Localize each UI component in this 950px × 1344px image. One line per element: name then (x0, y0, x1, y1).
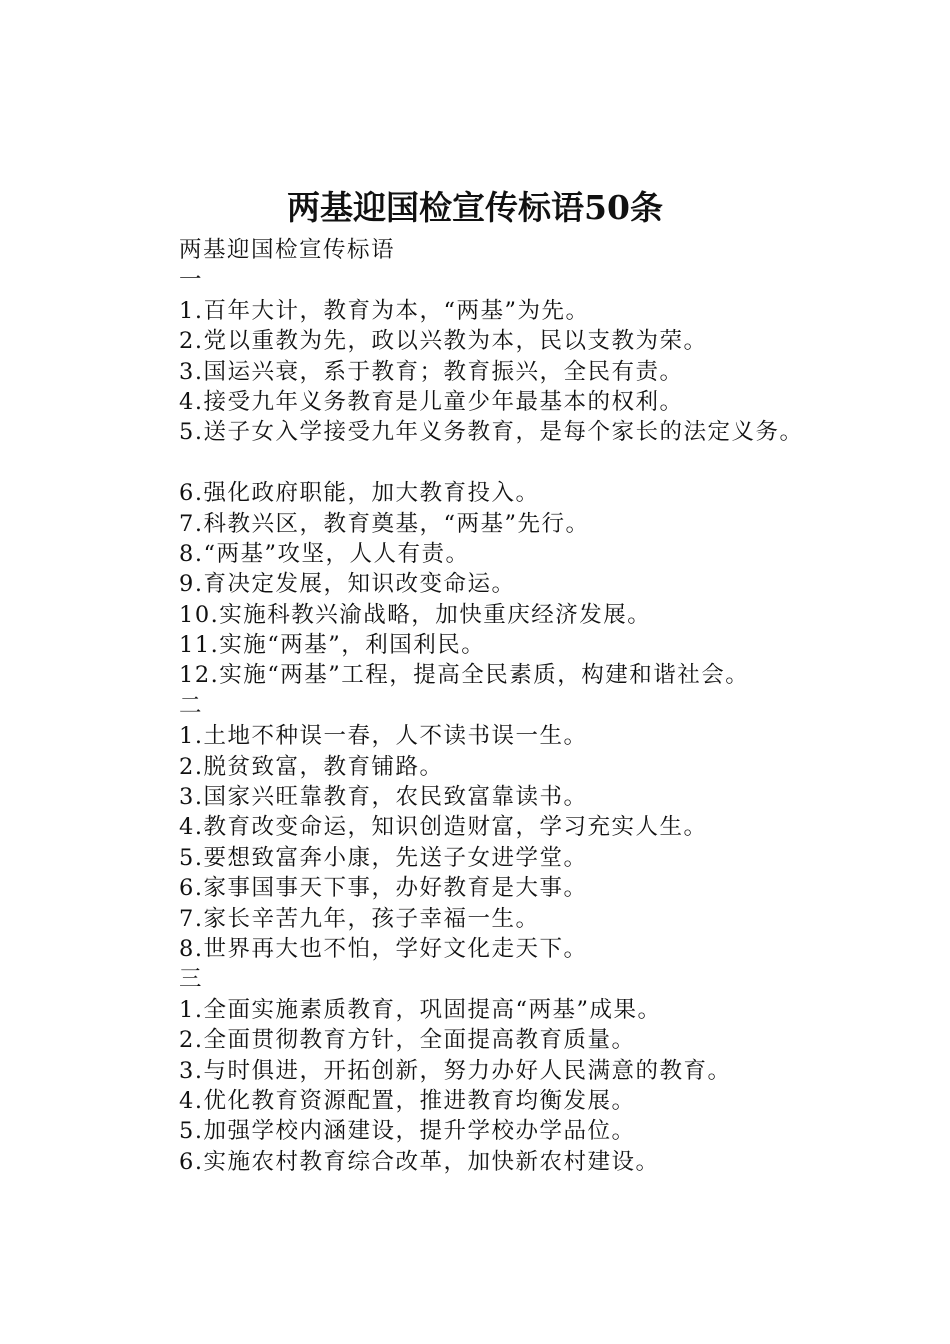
section-heading-2: 二 (179, 692, 204, 719)
slogan-line: 6.强化政府职能，加大教育投入。 (179, 480, 540, 507)
slogan-line: 7.科教兴区，教育奠基，“两基”先行。 (179, 510, 590, 537)
slogan-line: 3.国家兴旺靠教育，农民致富靠读书。 (179, 784, 588, 811)
slogan-line: 6.实施农村教育综合改革，加快新农村建设。 (179, 1148, 660, 1175)
slogan-line: 1.百年大计，教育为本，“两基”为先。 (179, 297, 590, 324)
slogan-line: 5.要想致富奔小康，先送子女进学堂。 (179, 844, 588, 871)
section-heading-1: 一 (179, 267, 204, 294)
slogan-line: 3.与时俱进，开拓创新，努力办好人民满意的教育。 (179, 1057, 732, 1084)
document-title: 两基迎国检宣传标语50条 (287, 188, 663, 227)
slogan-line: 6.家事国事天下事，办好教育是大事。 (179, 875, 588, 902)
slogan-line: 2.全面贯彻教育方针，全面提高教育质量。 (179, 1027, 636, 1054)
slogan-line: 8.“两基”攻坚，人人有责。 (179, 540, 470, 567)
slogan-line: 2.党以重教为先，政以兴教为本，民以支教为荣。 (179, 328, 708, 355)
slogan-line: 1.土地不种误一春，人不读书误一生。 (179, 723, 588, 750)
blank-line (179, 448, 919, 478)
subtitle: 两基迎国检宣传标语 (179, 237, 396, 263)
slogan-line: 7.家长辛苦九年，孩子幸福一生。 (179, 905, 540, 932)
slogan-line: 9.育决定发展，知识改变命运。 (179, 571, 516, 598)
section-heading-3: 三 (179, 966, 204, 993)
slogan-line: 10.实施科教兴渝战略，加快重庆经济发展。 (179, 601, 652, 628)
slogan-line: 8.世界再大也不怕，学好文化走天下。 (179, 935, 588, 962)
slogan-line: 3.国运兴衰，系于教育；教育振兴，全民有责。 (179, 358, 684, 385)
slogan-line: 5.加强学校内涵建设，提升学校办学品位。 (179, 1118, 636, 1145)
slogan-line: 4.优化教育资源配置，推进教育均衡发展。 (179, 1087, 636, 1114)
slogan-line: 5.送子女入学接受九年义务教育，是每个家长的法定义务。 (179, 419, 804, 446)
document-body (179, 235, 919, 1177)
slogan-line: 4.接受九年义务教育是儿童少年最基本的权利。 (179, 388, 684, 415)
slogan-line: 4.教育改变命运，知识创造财富，学习充实人生。 (179, 814, 708, 841)
slogan-line: 12.实施“两基”工程，提高全民素质，构建和谐社会。 (179, 662, 750, 689)
slogan-line: 2.脱贫致富，教育铺路。 (179, 753, 444, 780)
slogan-line: 1.全面实施素质教育，巩固提高“两基”成果。 (179, 996, 662, 1023)
slogan-line: 11.实施“两基”，利国利民。 (179, 632, 486, 659)
